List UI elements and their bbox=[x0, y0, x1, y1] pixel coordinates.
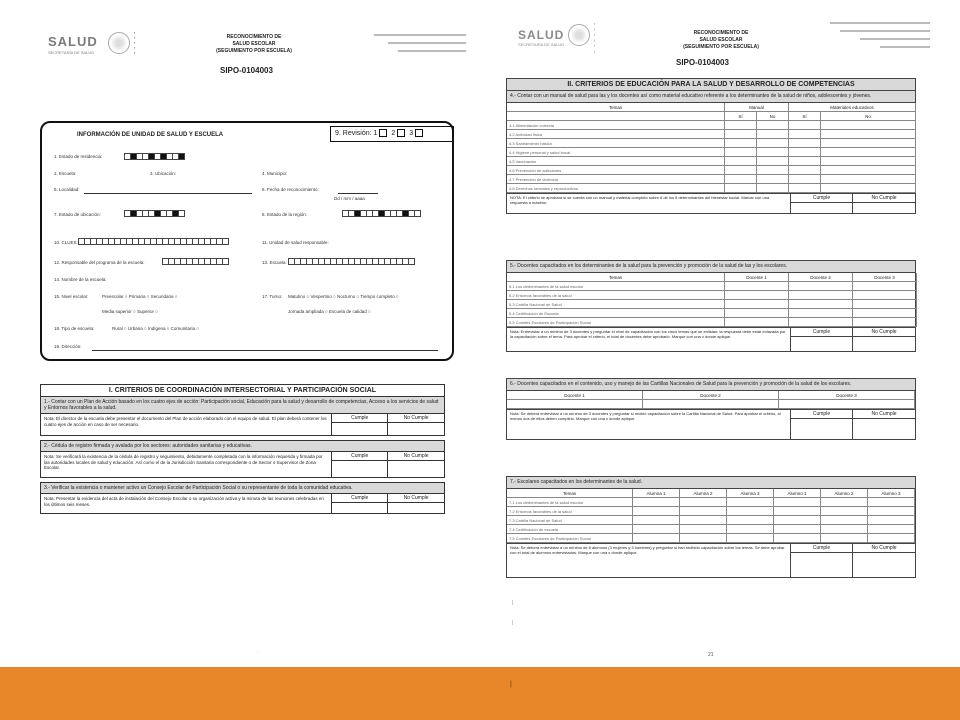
answer-cell[interactable] bbox=[868, 525, 915, 534]
answer-cell[interactable] bbox=[853, 309, 917, 318]
cumple-column[interactable] bbox=[791, 194, 853, 213]
column-header bbox=[507, 112, 725, 121]
address-line[interactable] bbox=[92, 350, 438, 351]
answer-cell[interactable] bbox=[725, 282, 789, 291]
column-header: Temas bbox=[507, 103, 725, 112]
table-row-label: 4.4 Higiene personal y salud bucal bbox=[507, 148, 725, 157]
answer-cell[interactable] bbox=[774, 534, 821, 543]
criterion-1-note: Nota: El director de la escuela debe presentar el documento del Plan de acción elaborado con el equipo de salud. El plan deberá contener los cuatro ejes de acción en caso de ser necesario. bbox=[41, 414, 332, 435]
column-header: Docente 2 bbox=[789, 273, 853, 282]
criterion-1-note-row bbox=[40, 414, 445, 436]
school-level-options[interactable]: Preescolar ○ Primaria ○ Secundaria ○ bbox=[102, 294, 178, 299]
table-row-label: 4.8 Derechos sexuales y reproductivos bbox=[507, 184, 725, 193]
revision-3-checkbox[interactable] bbox=[415, 129, 423, 137]
answer-cell[interactable] bbox=[680, 498, 727, 507]
answer-cell[interactable] bbox=[757, 130, 789, 139]
recognition-title: RECONOCIMIENTO DE SALUD ESCOLAR (SEGUIMIENTO POR ESCUELA) bbox=[683, 30, 759, 50]
criterion-7-table bbox=[506, 476, 916, 578]
criterion-5-table bbox=[506, 260, 916, 352]
field-label: 6. Fecha de reconocimiento: bbox=[262, 187, 319, 192]
answer-cell[interactable] bbox=[680, 534, 727, 543]
no-cumple-header: No Cumple bbox=[853, 328, 915, 337]
no-cumple-column[interactable] bbox=[853, 194, 915, 213]
table-row-label: 4.1 Alimentación correcta bbox=[507, 121, 725, 130]
answer-cell[interactable] bbox=[725, 157, 757, 166]
answer-cell[interactable] bbox=[757, 184, 789, 193]
header-line bbox=[374, 34, 466, 36]
field-label: 8. Estado de la región: bbox=[262, 212, 308, 217]
criterion-2-note: Nota: Se verificará la existencia de la cédula de registro y seguimiento, debidamente completada con la información requerida y firmada por las autoridades locales de salud y educación. Así como el de la Jurisdicción Sanitaria correspondiente o de Sector o Supervisor de Zona Escolar. bbox=[41, 452, 332, 477]
info-box-title: INFORMACIÓN DE UNIDAD DE SALUD Y ESCUELA bbox=[77, 132, 224, 138]
no-cumple-column[interactable] bbox=[388, 494, 444, 513]
answer-cell[interactable] bbox=[725, 309, 789, 318]
criterion-4-note-row bbox=[507, 193, 915, 213]
answer-cell[interactable] bbox=[633, 534, 680, 543]
answer-cell[interactable] bbox=[789, 175, 821, 184]
cumple-header: Cumple bbox=[791, 410, 852, 419]
answer-cell[interactable] bbox=[757, 148, 789, 157]
answer-cell[interactable] bbox=[633, 507, 680, 516]
clues-code-cells[interactable] bbox=[78, 238, 228, 245]
criterion-5-question: 5.- Docentes capacitados en los determinantes de la salud para la prevención y promoción de la salud de las y los escolares. bbox=[507, 261, 915, 273]
header-line bbox=[388, 42, 466, 44]
field-label: 10. CLUES: bbox=[54, 240, 78, 245]
no-cumple-header: No Cumple bbox=[853, 194, 915, 203]
cumple-header: Cumple bbox=[332, 414, 387, 423]
answer-cell[interactable] bbox=[821, 139, 916, 148]
revision-selector[interactable] bbox=[330, 126, 454, 142]
answer-cell[interactable] bbox=[789, 291, 853, 300]
cumple-header: Cumple bbox=[791, 544, 852, 553]
column-header: Docente 2 bbox=[643, 391, 779, 400]
answer-cell[interactable] bbox=[853, 318, 917, 327]
column-subheader: No bbox=[757, 112, 789, 121]
answer-cell[interactable] bbox=[789, 148, 821, 157]
school-code-cells[interactable] bbox=[288, 258, 414, 265]
answer-cell[interactable] bbox=[789, 184, 821, 193]
cumple-column[interactable] bbox=[791, 328, 853, 351]
answer-cell[interactable] bbox=[725, 148, 757, 157]
state-code-cells[interactable] bbox=[124, 153, 184, 160]
answer-cell[interactable] bbox=[633, 498, 680, 507]
criterion-2-note-row bbox=[40, 452, 445, 478]
field-label: 1. Estado de residencia: bbox=[54, 154, 103, 159]
answer-cell[interactable] bbox=[725, 184, 757, 193]
field-label: 14. Nombre de la escuela: bbox=[54, 277, 107, 282]
left-page-header bbox=[48, 28, 468, 88]
answer-cell[interactable] bbox=[853, 300, 917, 309]
column-subheader: No bbox=[821, 112, 916, 121]
criterion-7-grid bbox=[507, 489, 915, 543]
answer-cell[interactable] bbox=[821, 516, 868, 525]
national-seal-icon bbox=[568, 24, 590, 46]
cumple-header: Cumple bbox=[332, 452, 387, 461]
answer-cell[interactable] bbox=[821, 175, 916, 184]
answer-cell[interactable] bbox=[868, 534, 915, 543]
form-code: SIPO-0104003 bbox=[220, 66, 273, 75]
answer-cell[interactable] bbox=[853, 291, 917, 300]
answer-cell[interactable] bbox=[868, 498, 915, 507]
answer-cell[interactable] bbox=[725, 318, 789, 327]
table-row-label: 4.6 Prevención de adicciones bbox=[507, 166, 725, 175]
date-format-hint: Dd / mm / aaaa bbox=[334, 196, 365, 201]
field-label: 7. Estado de ubicación: bbox=[54, 212, 101, 217]
right-document-page bbox=[482, 0, 960, 667]
right-page-header bbox=[510, 18, 940, 80]
table-row-label: 5.4 Certificación de Escuela bbox=[507, 309, 725, 318]
criterion-5-note-row bbox=[507, 327, 915, 351]
answer-cell[interactable] bbox=[725, 139, 757, 148]
table-row-label: 4.7 Prevención de violencia bbox=[507, 175, 725, 184]
revision-label: 9. Revisión: bbox=[335, 129, 372, 137]
header-line bbox=[840, 30, 930, 32]
salud-logo: SALUD SECRETARÍA DE SALUD bbox=[518, 28, 565, 47]
answer-cell[interactable] bbox=[789, 139, 821, 148]
field-label: 4. Municipio: bbox=[262, 171, 288, 176]
answer-cell[interactable] bbox=[725, 175, 757, 184]
page-marker: . bbox=[257, 648, 259, 653]
answer-cell[interactable] bbox=[727, 516, 774, 525]
answer-cell[interactable] bbox=[821, 121, 916, 130]
answer-cell[interactable] bbox=[680, 507, 727, 516]
column-header: Docente 1 bbox=[507, 391, 643, 400]
criterion-7-note: Nota: Se deberá entrevistar a un mínimo de 6 alumnos (3 mujeres y 3 hombres) y preguntar si han recibido capacitación sobre los temas. Se debe aprobar con el total de alumnos entrevistados. Marque con una x donde aplique. bbox=[507, 544, 791, 577]
answer-cell[interactable] bbox=[757, 166, 789, 175]
column-header: Alumno 2 bbox=[821, 489, 868, 498]
cumple-header: Cumple bbox=[791, 328, 852, 337]
date-line[interactable] bbox=[338, 193, 378, 194]
cumple-column[interactable] bbox=[791, 544, 853, 577]
answer-cell[interactable] bbox=[507, 400, 643, 409]
answer-cell[interactable] bbox=[868, 516, 915, 525]
table-row-label: 4.5 Vacunación bbox=[507, 157, 725, 166]
answer-cell[interactable] bbox=[633, 525, 680, 534]
answer-cell[interactable] bbox=[727, 534, 774, 543]
answer-cell[interactable] bbox=[757, 121, 789, 130]
criterion-4-table bbox=[506, 78, 916, 214]
answer-cell[interactable] bbox=[757, 139, 789, 148]
answer-cell[interactable] bbox=[821, 498, 868, 507]
criterion-1: 1.- Contar con un Plan de Acción basado en los cuatro ejes de acción: Participación social, Educación para la salud y desarrollo de competencias, Acceso a los servicios de salud y Entornos favorables a la salud. bbox=[40, 397, 445, 414]
header-line bbox=[398, 50, 466, 52]
answer-cell[interactable] bbox=[853, 282, 917, 291]
table-row-label: 7.3 Cartilla Nacional de Salud bbox=[507, 516, 633, 525]
answer-cell[interactable] bbox=[757, 175, 789, 184]
answer-cell[interactable] bbox=[821, 184, 916, 193]
table-row-label: 7.4 Certificación de escuela bbox=[507, 525, 633, 534]
answer-cell[interactable] bbox=[821, 534, 868, 543]
revision-2-checkbox[interactable] bbox=[397, 129, 405, 137]
criterion-7-question: 7.- Escolares capacitados en los determinantes de la salud. bbox=[507, 477, 915, 489]
answer-cell[interactable] bbox=[774, 498, 821, 507]
header-line bbox=[860, 38, 930, 40]
location-code-cells[interactable] bbox=[124, 210, 184, 217]
shift-options[interactable]: Matutino ○ Vespertino ○ Nocturno ○ Tiempo completo ○ bbox=[288, 294, 399, 299]
revision-1-checkbox[interactable] bbox=[379, 129, 387, 137]
cumple-header: Cumple bbox=[791, 194, 852, 203]
criterion-4-question: 4.- Contar con un manual de salud para las y los docentes así como material educativo referente a los determinantes de la salud de niños, adolescentes y jóvenes. bbox=[507, 91, 915, 103]
field-label: 11. Unidad de salud responsable: bbox=[262, 240, 329, 245]
answer-cell[interactable] bbox=[789, 300, 853, 309]
criterion-3-note: Nota: Presentar la evidencia del acta de instalación del Consejo Escolar o su organización activa y la minuta de las reuniones celebradas en los últimos seis meses. bbox=[41, 494, 332, 513]
answer-cell[interactable] bbox=[643, 400, 779, 409]
answer-cell[interactable] bbox=[725, 166, 757, 175]
field-label: 12. Responsable del programa de la escuela: bbox=[54, 260, 145, 265]
recognition-title: RECONOCIMIENTO DE SALUD ESCOLAR (SEGUIMIENTO POR ESCUELA) bbox=[216, 34, 292, 54]
answer-cell[interactable] bbox=[821, 148, 916, 157]
field-label: 19. Dirección: bbox=[54, 344, 82, 349]
field-label: 5. Localidad: bbox=[54, 187, 80, 192]
cumple-header: Cumple bbox=[332, 494, 387, 503]
table-row-label: 7.1 Los determinantes de la salud escolar bbox=[507, 498, 633, 507]
region-code-cells[interactable] bbox=[342, 210, 420, 217]
field-label: 2. Escuela: bbox=[54, 171, 77, 176]
school-type-options[interactable]: Rural ○ Urbana ○ Indígena ○ Comunitaria ○ bbox=[112, 326, 199, 331]
answer-cell[interactable] bbox=[789, 318, 853, 327]
answer-cell[interactable] bbox=[821, 130, 916, 139]
section-2-title: II. CRITERIOS DE EDUCACIÓN PARA LA SALUD Y DESARROLLO DE COMPETENCIAS bbox=[507, 79, 915, 91]
answer-cell[interactable] bbox=[727, 525, 774, 534]
revision-option-3: 3 bbox=[409, 129, 414, 137]
no-cumple-header: No Cumple bbox=[388, 414, 444, 423]
answer-cell[interactable] bbox=[789, 166, 821, 175]
criterion-7-note-row bbox=[507, 543, 915, 577]
answer-cell[interactable] bbox=[821, 507, 868, 516]
table-row-label: 4.2 Actividad física bbox=[507, 130, 725, 139]
locality-line[interactable] bbox=[84, 193, 252, 194]
no-cumple-header: No Cumple bbox=[853, 410, 915, 419]
answer-cell[interactable] bbox=[725, 300, 789, 309]
field-label: 17. Turno: bbox=[262, 294, 283, 299]
column-header: Docente 3 bbox=[853, 273, 917, 282]
column-header: Alumno 3 bbox=[868, 489, 915, 498]
no-cumple-column[interactable] bbox=[853, 328, 915, 351]
answer-cell[interactable] bbox=[821, 525, 868, 534]
column-header: Alumno 1 bbox=[774, 489, 821, 498]
answer-cell[interactable] bbox=[789, 157, 821, 166]
criterion-6-question: 6.- Docentes capacitados en el contenido, uso y manejo de las Cartillas Nacionales de Salud para la prevención y promoción de la salud de los escolares. bbox=[507, 379, 915, 391]
field-label: 15. Nivel escolar: bbox=[54, 294, 89, 299]
header-small-text: ▪ ▪ ▪ ▪ ▪ ▪ bbox=[594, 22, 596, 54]
table-row-label: 5.1 Los determinantes de la salud escolar bbox=[507, 282, 725, 291]
answer-cell[interactable] bbox=[727, 498, 774, 507]
cumple-column[interactable] bbox=[332, 414, 388, 435]
responsable-cells[interactable] bbox=[162, 258, 228, 265]
answer-cell[interactable] bbox=[774, 516, 821, 525]
form-code: SIPO-0104003 bbox=[676, 58, 729, 67]
answer-cell[interactable] bbox=[757, 157, 789, 166]
answer-cell[interactable] bbox=[779, 400, 915, 409]
school-level-options-2[interactable]: Media superior ○ Superior ○ bbox=[102, 309, 158, 314]
table-row-label: 7.2 Entornos favorables de la salud bbox=[507, 507, 633, 516]
revision-option-1: 1 bbox=[373, 129, 378, 137]
answer-cell[interactable] bbox=[725, 291, 789, 300]
column-header: Materiales educativos bbox=[789, 103, 916, 112]
header-line bbox=[880, 46, 930, 48]
answer-cell[interactable] bbox=[821, 166, 916, 175]
criterion-4-grid bbox=[507, 103, 915, 193]
cumple-column[interactable] bbox=[332, 494, 388, 513]
column-subheader: Sí bbox=[725, 112, 757, 121]
table-row-label: 7.5 Comités Escolares de Participación Social bbox=[507, 534, 633, 543]
criterion-4-note: NOTA: El criterio se aprobará si se cuenta con un manual y material completo sobre 6 de los 8 determinantes del bienestar social. Marcar con una respuesta a máximo. bbox=[507, 194, 791, 213]
national-seal-icon bbox=[108, 32, 130, 54]
table-row-label: 5.3 Cartilla Nacional de Salud bbox=[507, 300, 725, 309]
answer-cell[interactable] bbox=[633, 516, 680, 525]
left-document-page bbox=[0, 0, 482, 667]
page-number: 21 bbox=[708, 652, 714, 658]
field-label: 18. Tipo de escuela: bbox=[54, 326, 95, 331]
header-line bbox=[830, 22, 930, 24]
criterion-2: 2.- Cédula de registro firmada y avalada por los sectores: autoridades sanitarias y educativas. bbox=[40, 440, 445, 452]
table-row-label: 5.5 Comités Escolares de Participación Social bbox=[507, 318, 725, 327]
column-header: Alumna 1 bbox=[633, 489, 680, 498]
cumple-column[interactable] bbox=[791, 410, 853, 439]
field-label: 13. Escuela: bbox=[262, 260, 287, 265]
table-row-label: 4.3 Saneamiento básico bbox=[507, 139, 725, 148]
answer-cell[interactable] bbox=[821, 157, 916, 166]
answer-cell[interactable] bbox=[789, 282, 853, 291]
no-cumple-header: No Cumple bbox=[853, 544, 915, 553]
answer-cell[interactable] bbox=[774, 507, 821, 516]
column-header: Temas bbox=[507, 273, 725, 282]
column-header: Manual bbox=[725, 103, 789, 112]
criterion-3-note-row bbox=[40, 494, 445, 514]
column-header: Alumna 2 bbox=[680, 489, 727, 498]
margin-mark: | bbox=[512, 620, 514, 626]
no-cumple-header: No Cumple bbox=[388, 494, 444, 503]
answer-cell[interactable] bbox=[774, 525, 821, 534]
footer-marker: | bbox=[510, 681, 512, 688]
column-header: Temas bbox=[507, 489, 633, 498]
answer-cell[interactable] bbox=[789, 309, 853, 318]
no-cumple-column[interactable] bbox=[853, 410, 915, 439]
table-row-label: 5.2 Entornos favorables de la salud bbox=[507, 291, 725, 300]
answer-cell[interactable] bbox=[727, 507, 774, 516]
field-label: 3. Ubicación: bbox=[150, 171, 177, 176]
header-small-text: ▪ ▪ ▪ ▪ ▪ bbox=[134, 30, 136, 55]
no-cumple-column[interactable] bbox=[388, 414, 444, 435]
column-header: Docente 1 bbox=[725, 273, 789, 282]
column-subheader: Sí bbox=[789, 112, 821, 121]
section-1-title: I. CRITERIOS DE COORDINACIÓN INTERSECTORIAL Y PARTICIPACIÓN SOCIAL bbox=[40, 384, 445, 397]
margin-mark: | bbox=[512, 600, 514, 606]
column-header: Alumna 3 bbox=[727, 489, 774, 498]
answer-cell[interactable] bbox=[789, 121, 821, 130]
criterion-6-note: Nota: Se deberá entrevistar a un mínimo de 3 docentes y preguntar si recibió capacitación sobre la Cartilla Nacional de Salud. Para aprobar el criterio, al menos dos de ellos deben cumplirlo. Marque con una x donde aplique. bbox=[507, 410, 791, 439]
criterion-5-grid bbox=[507, 273, 915, 327]
answer-cell[interactable] bbox=[680, 516, 727, 525]
no-cumple-header: No Cumple bbox=[388, 452, 444, 461]
salud-logo: SALUD SECRETARÍA DE SALUD bbox=[48, 34, 98, 55]
school-info-box bbox=[40, 121, 454, 361]
criterion-6-table bbox=[506, 378, 916, 440]
section-1-table bbox=[40, 384, 445, 514]
answer-cell[interactable] bbox=[725, 121, 757, 130]
answer-cell[interactable] bbox=[789, 130, 821, 139]
answer-cell[interactable] bbox=[725, 130, 757, 139]
answer-cell[interactable] bbox=[868, 507, 915, 516]
revision-option-2: 2 bbox=[391, 129, 396, 137]
answer-cell[interactable] bbox=[680, 525, 727, 534]
criterion-5-note: Nota: Entrevistar a un mínimo de 3 docentes y preguntar el nivel de capacitación con los cinco temas que se enlistan; la respuesta debe estar enlazada por la capacitación sobre el tema. Para aprobar el criterio, el total de docentes debe aprobarlo. Marque con una x donde aplique. bbox=[507, 328, 791, 351]
criterion-6-grid bbox=[507, 391, 915, 409]
shift-options-2[interactable]: Jornada ampliada ○ Escuela de calidad ○ bbox=[288, 309, 371, 314]
no-cumple-column[interactable] bbox=[388, 452, 444, 477]
no-cumple-column[interactable] bbox=[853, 544, 915, 577]
criterion-6-note-row bbox=[507, 409, 915, 439]
column-header: Docente 3 bbox=[779, 391, 915, 400]
cumple-column[interactable] bbox=[332, 452, 388, 477]
criterion-3: 3.- Verificar la existencia o mantener activo un Consejo Escolar de Participación Social o su representante de toda la comunidad educativa. bbox=[40, 482, 445, 494]
footer-accent-bar bbox=[0, 667, 960, 720]
